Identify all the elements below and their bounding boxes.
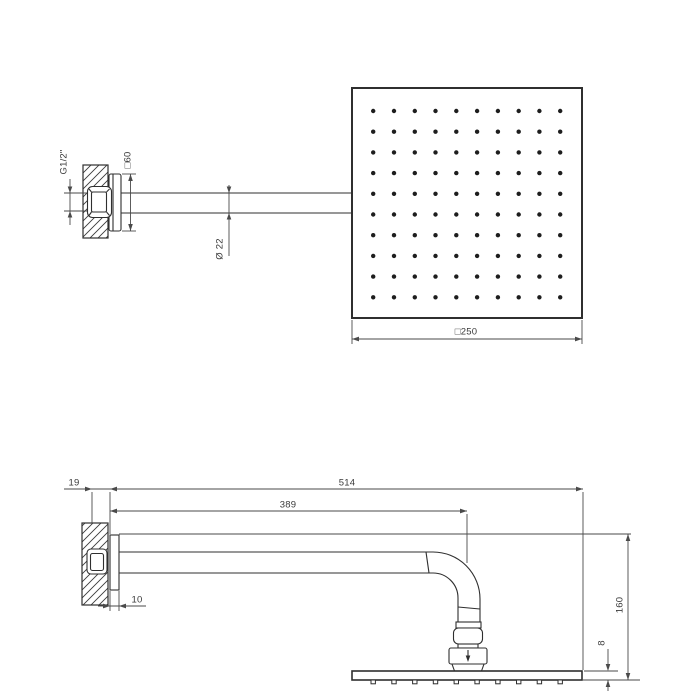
front-view: [64, 88, 582, 344]
wall-union-nut-side: [87, 549, 107, 574]
dim-label-head-size: □250: [454, 326, 478, 338]
dim-label-thread-size: G1/2": [58, 149, 70, 175]
shower-arm-plan: [121, 193, 351, 213]
dim-label-wall-distance: 19: [68, 477, 80, 489]
dim-label-arm-projection: 389: [279, 499, 297, 511]
dim-escutcheon-size: [122, 174, 136, 231]
dim-label-drop-height: 160: [614, 596, 626, 614]
dim-wall-distance-and-total: [64, 487, 583, 670]
dim-head-thickness: [582, 649, 640, 691]
shower-head-profile: [352, 671, 582, 680]
dim-label-head-thickness: 8: [596, 640, 608, 646]
swivel-joint: [449, 622, 487, 671]
dim-arm-diameter: [227, 185, 232, 256]
dim-drop-height: [626, 534, 631, 680]
dim-label-escutcheon-size: □60: [122, 151, 134, 169]
dim-label-arm-diameter: Ø 22: [214, 238, 226, 260]
dim-label-escutcheon-depth: 10: [131, 594, 143, 606]
shower-arm-side: [119, 552, 480, 622]
dim-label-total-projection: 514: [338, 477, 356, 489]
escutcheon-side: [110, 535, 119, 590]
side-view: [64, 487, 640, 691]
shower-head-face: [352, 88, 582, 318]
dim-arm-projection: [110, 509, 467, 563]
wall-union-nut: [88, 187, 112, 218]
